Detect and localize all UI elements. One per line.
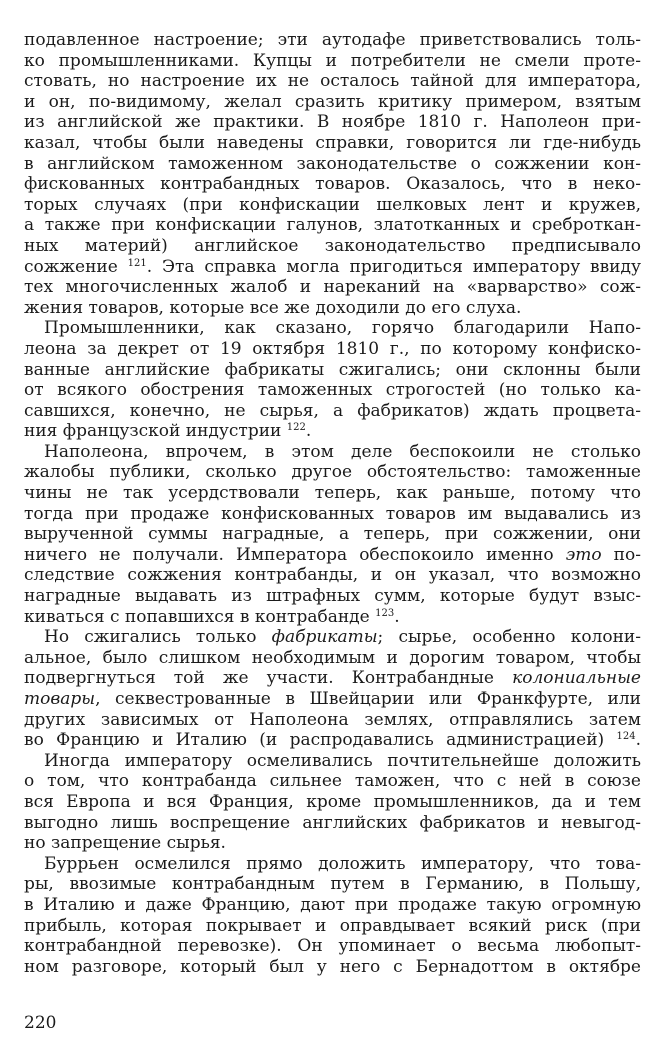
text-line — [24, 215, 641, 236]
text-run: фискованных контрабандных товаров. Оказалось, что в неко- — [24, 174, 641, 195]
footnote-ref: 124 — [616, 731, 636, 743]
italic-text: колониальные — [512, 668, 641, 689]
text-run: в Италию и даже Францию, дают при продаже такую огромную — [24, 894, 641, 915]
text-line — [24, 792, 641, 813]
text-line — [24, 771, 641, 792]
text-line — [24, 627, 641, 648]
text-run: по- — [601, 544, 641, 565]
text-run: подавленное настроение; эти аутодафе приветствовались толь- — [24, 30, 641, 50]
text-run: выгодно лишь воспрещение английских фабрикатов и невыгод- — [24, 812, 641, 833]
text-line — [24, 874, 641, 895]
text-run: ном разговоре, который был у него с Бернадоттом в октябре — [24, 956, 641, 977]
text-run: савшихся, конечно, не сырья, а фабрикатов) ждать процвета- — [24, 400, 641, 421]
text-run: других зависимых от Наполеона землях, отправлялись затем — [24, 709, 641, 730]
text-line — [24, 257, 641, 278]
text-run: ния французской индустрии — [24, 421, 287, 442]
text-run: . — [394, 606, 400, 627]
text-run: Буррьен осмелился прямо доложить императору, что това- — [44, 853, 641, 874]
text-line — [24, 174, 641, 195]
text-line — [24, 607, 641, 628]
text-run: . — [305, 421, 312, 442]
footnote-ref: 123 — [375, 607, 395, 619]
text-line — [24, 648, 641, 669]
text-run: казал, чтобы были наведены справки, говорится ли где-нибудь — [24, 132, 641, 153]
text-run: из английской же практики. В ноябре 1810 г. Наполеон при- — [24, 112, 641, 133]
text-line — [24, 339, 641, 360]
text-run: чины не так усердствовали теперь, как раньше, потому что — [24, 483, 641, 504]
text-line — [24, 154, 641, 175]
text-run: подвергнуться той же участи. Контрабандные — [24, 668, 513, 689]
text-run: в английском таможенном законодательстве о сожжении кон- — [24, 153, 641, 174]
text-run: следствие сожжения контрабанды, и он указал, что возможно — [24, 565, 641, 586]
text-run: альное, было слишком необходимым и дорогим товаром, чтобы — [24, 647, 641, 668]
text-line — [24, 586, 641, 607]
text-line — [24, 813, 641, 834]
text-line — [24, 545, 641, 566]
text-line — [24, 689, 641, 710]
text-run: жения товаров, которые все же доходили до его слуха. — [24, 297, 522, 318]
text-line — [24, 30, 641, 51]
text-run: ных материй) английское законодательство предписывало — [24, 235, 641, 256]
text-line — [24, 524, 641, 545]
text-run: во Францию и Италию (и распродавались администрацией) — [24, 730, 617, 751]
text-run: , секвестрованные в Швейцарии или Франкфурте, или — [95, 689, 641, 709]
text-run: ко промышленниками. Купцы и потребители не смели проте- — [24, 50, 641, 71]
text-run: тогда при продаже конфискованных товаров им выдавались из — [24, 503, 641, 524]
text-line — [24, 133, 641, 154]
text-run: . — [635, 730, 641, 751]
text-run: а также при конфискации галунов, златотканных и среброткан- — [24, 215, 641, 236]
page-number: 220 — [24, 1013, 57, 1033]
text-line — [24, 421, 641, 442]
text-line — [24, 895, 641, 916]
text-line — [24, 442, 641, 463]
text-run: вся Европа и вся Франция, кроме промышленников, да и тем — [24, 791, 641, 812]
text-run: ванные английские фабрикаты сжигались; они склонны были — [24, 359, 641, 380]
text-run: леона за декрет от 19 октября 1810 г., по которому конфиско- — [24, 338, 641, 359]
text-line — [24, 318, 641, 339]
text-line — [24, 751, 641, 772]
text-line — [24, 916, 641, 937]
text-run: . Эта справка могла пригодиться императору ввиду — [146, 256, 641, 277]
text-run: вырученной суммы наградные, а теперь, при сожжении, они — [24, 524, 641, 545]
text-line — [24, 236, 641, 257]
text-line — [24, 710, 641, 731]
text-run: киваться с попавшихся в контрабанде — [24, 606, 376, 627]
text-line — [24, 854, 641, 875]
text-run: прибыль, которая покрывает и оправдывает всякий риск (при — [24, 915, 641, 936]
text-line — [24, 298, 641, 319]
text-line — [24, 71, 641, 92]
text-line — [24, 380, 641, 401]
text-line — [24, 936, 641, 957]
text-run: Но сжигались только — [44, 627, 272, 648]
text-run: наградные выдавать из штрафных сумм, которые будут взыс- — [24, 586, 641, 607]
text-run: торых случаях (при конфискации шелковых лент и кружев, — [24, 194, 641, 215]
text-run: стовать, но настроение их не осталось тайной для императора, — [24, 71, 641, 92]
text-run: ; сырье, особенно колони- — [377, 627, 641, 648]
text-line — [24, 565, 641, 586]
text-run: о том, что контрабанда сильнее таможен, что с ней в союзе — [24, 771, 641, 792]
text-run: жалобы публики, сколько другое обстоятельство: таможенные — [24, 462, 641, 483]
italic-text: фабрикаты — [271, 627, 378, 648]
footnote-ref: 122 — [286, 422, 306, 434]
italic-text: это — [565, 544, 602, 565]
text-run: Наполеона, впрочем, в этом деле беспокоили не столько — [44, 441, 641, 462]
text-line — [24, 195, 641, 216]
text-line — [24, 504, 641, 525]
text-run: ничего не получали. Императора обеспокоило именно — [24, 544, 566, 565]
text-run: Промышленники, как сказано, горячо благодарили Напо- — [44, 318, 641, 339]
text-run: ры, ввозимые контрабандным путем в Германию, в Польшу, — [24, 874, 641, 895]
text-line — [24, 401, 641, 422]
text-line — [24, 277, 641, 298]
text-run: но запрещение сырья. — [24, 833, 226, 854]
text-line — [24, 957, 641, 978]
text-run: от всякого обострения таможенных строгостей (но только ка- — [24, 380, 641, 401]
footnote-ref: 121 — [127, 257, 147, 269]
text-run: контрабандной перевозке). Он упоминает о весьма любопыт- — [24, 936, 641, 957]
text-line — [24, 833, 641, 854]
text-line — [24, 483, 641, 504]
text-line — [24, 462, 641, 483]
italic-text: товары — [24, 689, 96, 709]
page-text — [24, 30, 641, 977]
text-run: тех многочисленных жалоб и нареканий на «варварство» сож- — [24, 277, 641, 298]
text-run: Иногда императору осмеливались почтительнейше доложить — [44, 750, 641, 771]
text-line — [24, 730, 641, 751]
text-line — [24, 112, 641, 133]
text-line — [24, 668, 641, 689]
text-line — [24, 51, 641, 72]
text-run: и он, по-видимому, желал сразить критику примером, взятым — [24, 91, 641, 112]
text-run: сожжение — [24, 256, 128, 277]
text-line — [24, 92, 641, 113]
text-line — [24, 360, 641, 381]
